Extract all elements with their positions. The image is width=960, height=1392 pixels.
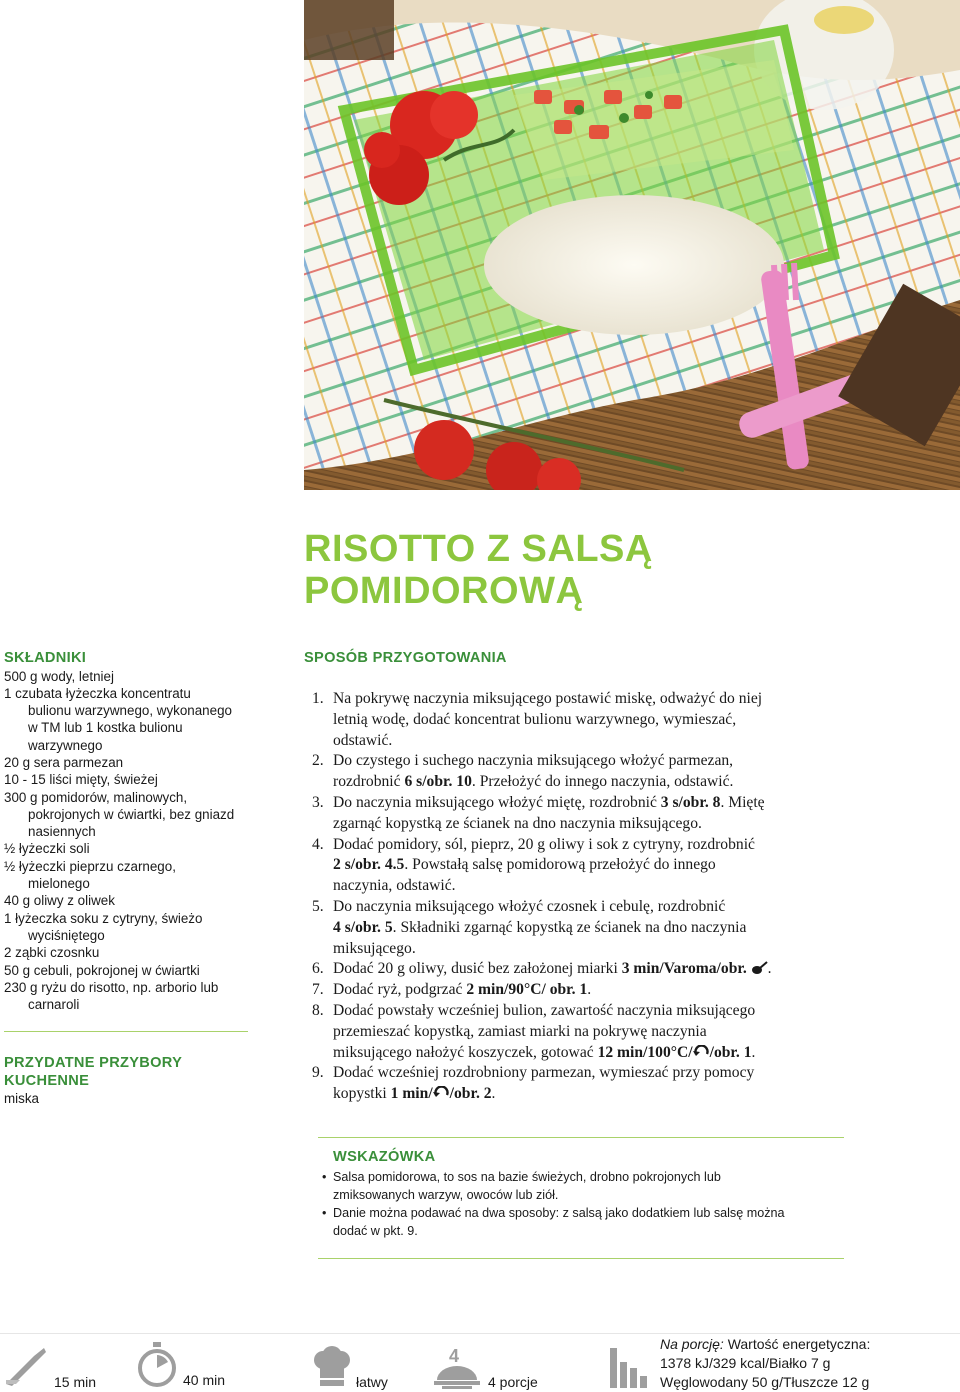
ingredient-text: 20 g sera parmezan — [4, 754, 124, 770]
ingredient-text: 500 g wody, letniej — [4, 668, 114, 684]
step-setting: 3 s/obr. 8 — [660, 793, 721, 811]
ingredient-text-cont: carnaroli — [28, 997, 80, 1013]
step-setting: 2 min/90°C/ obr. 1 — [466, 981, 588, 999]
portions-icon-number: 4 — [449, 1346, 460, 1366]
step-text-line: miksującego nałożyć koszyczek, gotować — [333, 1043, 598, 1061]
step-setting: 6 s/obr. 10 — [404, 773, 472, 791]
bar-chart-icon — [608, 1348, 652, 1388]
nutrition-text: 1378 kJ/329 kcal/Białko 7 g — [660, 1355, 831, 1371]
tip-divider-top — [318, 1137, 844, 1138]
ingredient-item — [4, 789, 248, 841]
step-text — [333, 793, 872, 835]
step-text-line: odstawić. — [333, 731, 393, 749]
step-text-line: Dodać ryż, podgrzać — [333, 981, 467, 999]
ingredient-item — [4, 944, 248, 961]
recipe-title-line-2: POMIDOROWĄ — [304, 570, 584, 612]
step-text-line: miksującego. — [333, 939, 416, 957]
ingredient-item — [4, 910, 248, 945]
tip-text — [333, 1168, 721, 1204]
total-time: 40 min — [183, 1372, 226, 1388]
ingredient-item — [4, 668, 248, 685]
ingredient-text: 10 - 15 liści mięty, świeżej — [4, 772, 158, 788]
tools-section — [4, 1055, 248, 1108]
tip-text-line: Danie można podawać na dwa sposoby: z salsą jako dodatkiem lub salsę można — [333, 1206, 785, 1220]
step-text-line: naczynia, odstawić. — [333, 877, 456, 895]
step-3 — [312, 793, 872, 835]
tip-text-line: zmiksowanych warzyw, owoców lub ziół. — [333, 1188, 559, 1202]
tip-bullet — [322, 1168, 832, 1204]
step-text-line: Dodać wcześniej rozdrobniony parmezan, wymieszać przy pomocy — [333, 1064, 755, 1082]
knife-icon — [4, 1344, 48, 1388]
tip-bullet — [322, 1204, 832, 1240]
step-text-line: Na pokrywę naczynia miksującego postawić miskę, odważyć do niej — [333, 690, 763, 707]
spoon-icon — [751, 961, 768, 975]
step-text-line: przemieszać kopystką, zamiast miarki na pokrywę naczynia — [333, 1022, 707, 1040]
step-number: 7. — [312, 981, 324, 999]
step-1 — [312, 689, 872, 751]
step-text-line: zgarnąć kopystką ze ścianek na dno naczynia miksującego. — [333, 814, 702, 832]
tool-item: miska — [4, 1091, 39, 1106]
step-text-line: Dodać pomidory, sól, pieprz, 20 g oliwy i sok z cytryny, rozdrobnić — [333, 835, 755, 853]
step-text — [333, 959, 872, 980]
ingredient-text: 1 łyżeczka soku z cytryny, świeżo — [4, 910, 203, 926]
ingredients-heading: SKŁADNIKI — [4, 650, 87, 666]
counter-clockwise-icon — [693, 1045, 710, 1059]
prep-time: 15 min — [54, 1374, 97, 1390]
step-2 — [312, 751, 872, 793]
step-text-line: . — [767, 960, 772, 978]
stopwatch-icon — [136, 1342, 178, 1388]
step-number: 9. — [312, 1064, 324, 1082]
step-text-line: Do czystego i suchego naczynia miksującego włożyć parmezan, — [333, 752, 734, 770]
step-text — [333, 835, 872, 897]
ingredient-list — [4, 668, 248, 1014]
ingredient-item — [4, 771, 248, 788]
step-text-line: . Składniki zgarnąć kopystką ze ścianek na dno naczynia — [392, 918, 747, 936]
step-number: 2. — [312, 752, 324, 770]
ingredient-text-cont: nasiennych — [28, 824, 96, 840]
step-text — [333, 751, 872, 793]
counter-clockwise-icon — [433, 1086, 450, 1100]
ingredient-text: ½ łyżeczki soli — [4, 841, 90, 857]
step-text — [333, 1001, 872, 1063]
ingredient-text: 1 czubata łyżeczka koncentratu — [4, 685, 191, 701]
step-text-line: kopystki — [333, 1085, 391, 1103]
step-text — [333, 980, 872, 1001]
step-text-line: . Przełożyć do innego naczynia, odstawić. — [471, 773, 734, 791]
nutrition-text: Węglowodany 50 g/Tłuszcze 12 g — [660, 1374, 870, 1390]
step-setting: /obr. 2 — [449, 1085, 492, 1103]
ingredient-text-cont: pokrojonych w ćwiartki, bez gniazd — [28, 806, 235, 822]
step-text-line: Do naczynia miksującego włożyć miętę, rozdrobnić — [333, 793, 661, 811]
step-number: 5. — [312, 897, 324, 915]
step-4 — [312, 835, 872, 897]
step-8 — [312, 1001, 872, 1063]
bullet-dot: • — [322, 1170, 327, 1184]
step-text-line: Dodać powstały wcześniej bulion, zawartość naczynia miksującego — [333, 1001, 756, 1019]
difficulty: łatwy — [356, 1374, 388, 1390]
step-number: 8. — [312, 1001, 324, 1019]
ingredient-text-cont: w TM lub 1 kostka bulionu — [28, 720, 183, 736]
tip-text-line: dodać w pkt. 9. — [333, 1224, 418, 1238]
step-number: 6. — [312, 960, 324, 978]
step-setting: /obr. 1 — [709, 1043, 752, 1061]
ingredient-text-cont: warzywnego — [28, 737, 103, 753]
step-text-line: letnią wodę, dodać koncentrat bulionu warzywnego, wymieszać, — [333, 710, 737, 728]
step-text-line: . — [751, 1043, 756, 1061]
tip-heading: WSKAZÓWKA — [333, 1149, 436, 1165]
step-number: 3. — [312, 793, 324, 811]
section-divider — [4, 1031, 248, 1032]
tip-text — [333, 1204, 785, 1240]
ingredient-item — [4, 754, 248, 771]
step-setting: 2 s/obr. 4.5 — [333, 856, 405, 874]
ingredient-text-cont: bulionu warzywnego, wykonanego — [28, 703, 232, 719]
tools-heading-line-2: KUCHENNE — [4, 1072, 90, 1089]
nutrition-label: Na porcję: — [660, 1336, 724, 1352]
step-text-line: . — [587, 981, 592, 999]
bullet-dot: • — [322, 1206, 327, 1220]
ingredient-item — [4, 979, 248, 1014]
step-text-line: rozdrobnić — [333, 773, 405, 791]
chef-hat-icon — [312, 1346, 352, 1388]
tip-divider-bottom — [318, 1258, 844, 1259]
nutrition-text: Wartość energetyczna: — [723, 1336, 871, 1352]
step-number: 1. — [312, 690, 324, 707]
step-text-line: . Miętę — [720, 793, 765, 811]
ingredient-text: 50 g cebuli, pokrojonej w ćwiartki — [4, 962, 200, 978]
step-5 — [312, 897, 872, 959]
method-heading: SPOSÓB PRZYGOTOWANIA — [304, 650, 507, 666]
step-text — [333, 689, 872, 751]
step-text-line: Do naczynia miksującego włożyć czosnek i cebulę, rozdrobnić — [333, 897, 726, 915]
tip-text-line: Salsa pomidorowa, to sos na bazie świeżych, drobno pokrojonych lub — [333, 1170, 721, 1184]
ingredient-text: 300 g pomidorów, malinowych, — [4, 789, 188, 805]
ingredient-text: 230 g ryżu do risotto, np. arborio lub — [4, 979, 219, 995]
step-6 — [312, 959, 872, 980]
recipe-photo-illustration — [304, 0, 960, 490]
ingredients-section — [4, 650, 248, 1032]
step-text — [333, 1063, 872, 1105]
step-setting: 1 min/ — [390, 1085, 433, 1103]
ingredient-text: 40 g oliwy z oliwek — [4, 893, 115, 909]
recipe-title-line-1: RISOTTO Z SALSĄ — [304, 528, 653, 570]
ingredient-item — [4, 962, 248, 979]
ingredient-item — [4, 840, 248, 857]
step-7 — [312, 980, 872, 1001]
step-text-line: . Powstałą salsę pomidorową przełożyć do innego — [404, 856, 716, 874]
tip-list — [322, 1168, 832, 1240]
ingredient-text: 2 ząbki czosnku — [4, 945, 100, 961]
step-9 — [312, 1063, 872, 1105]
step-text-line: . — [491, 1085, 496, 1103]
ingredient-text-cont: mielonego — [28, 876, 90, 892]
step-setting: 4 s/obr. 5 — [333, 918, 393, 936]
tools-heading-line-1: PRZYDATNE PRZYBORY — [4, 1055, 183, 1071]
recipe-title — [304, 528, 944, 612]
ingredient-text: ½ łyżeczki pieprzu czarnego, — [4, 858, 176, 874]
ingredient-text-cont: wyciśniętego — [28, 927, 105, 943]
ingredient-item — [4, 858, 248, 893]
covered-dish-icon — [434, 1364, 480, 1390]
step-text — [333, 897, 872, 959]
step-text-line: Dodać 20 g oliwy, dusić bez założonej miarki — [333, 960, 622, 978]
nutrition-info — [660, 1335, 956, 1392]
method-steps — [312, 689, 872, 1105]
ingredient-item — [4, 892, 248, 909]
ingredient-item — [4, 685, 248, 754]
recipe-photo — [304, 0, 960, 490]
footer-divider — [0, 1333, 960, 1334]
step-setting: 12 min/100°C/ — [597, 1043, 693, 1061]
portions: 4 porcje — [488, 1374, 538, 1390]
step-number: 4. — [312, 835, 324, 853]
step-setting: 3 min/Varoma/obr. — [621, 960, 751, 978]
